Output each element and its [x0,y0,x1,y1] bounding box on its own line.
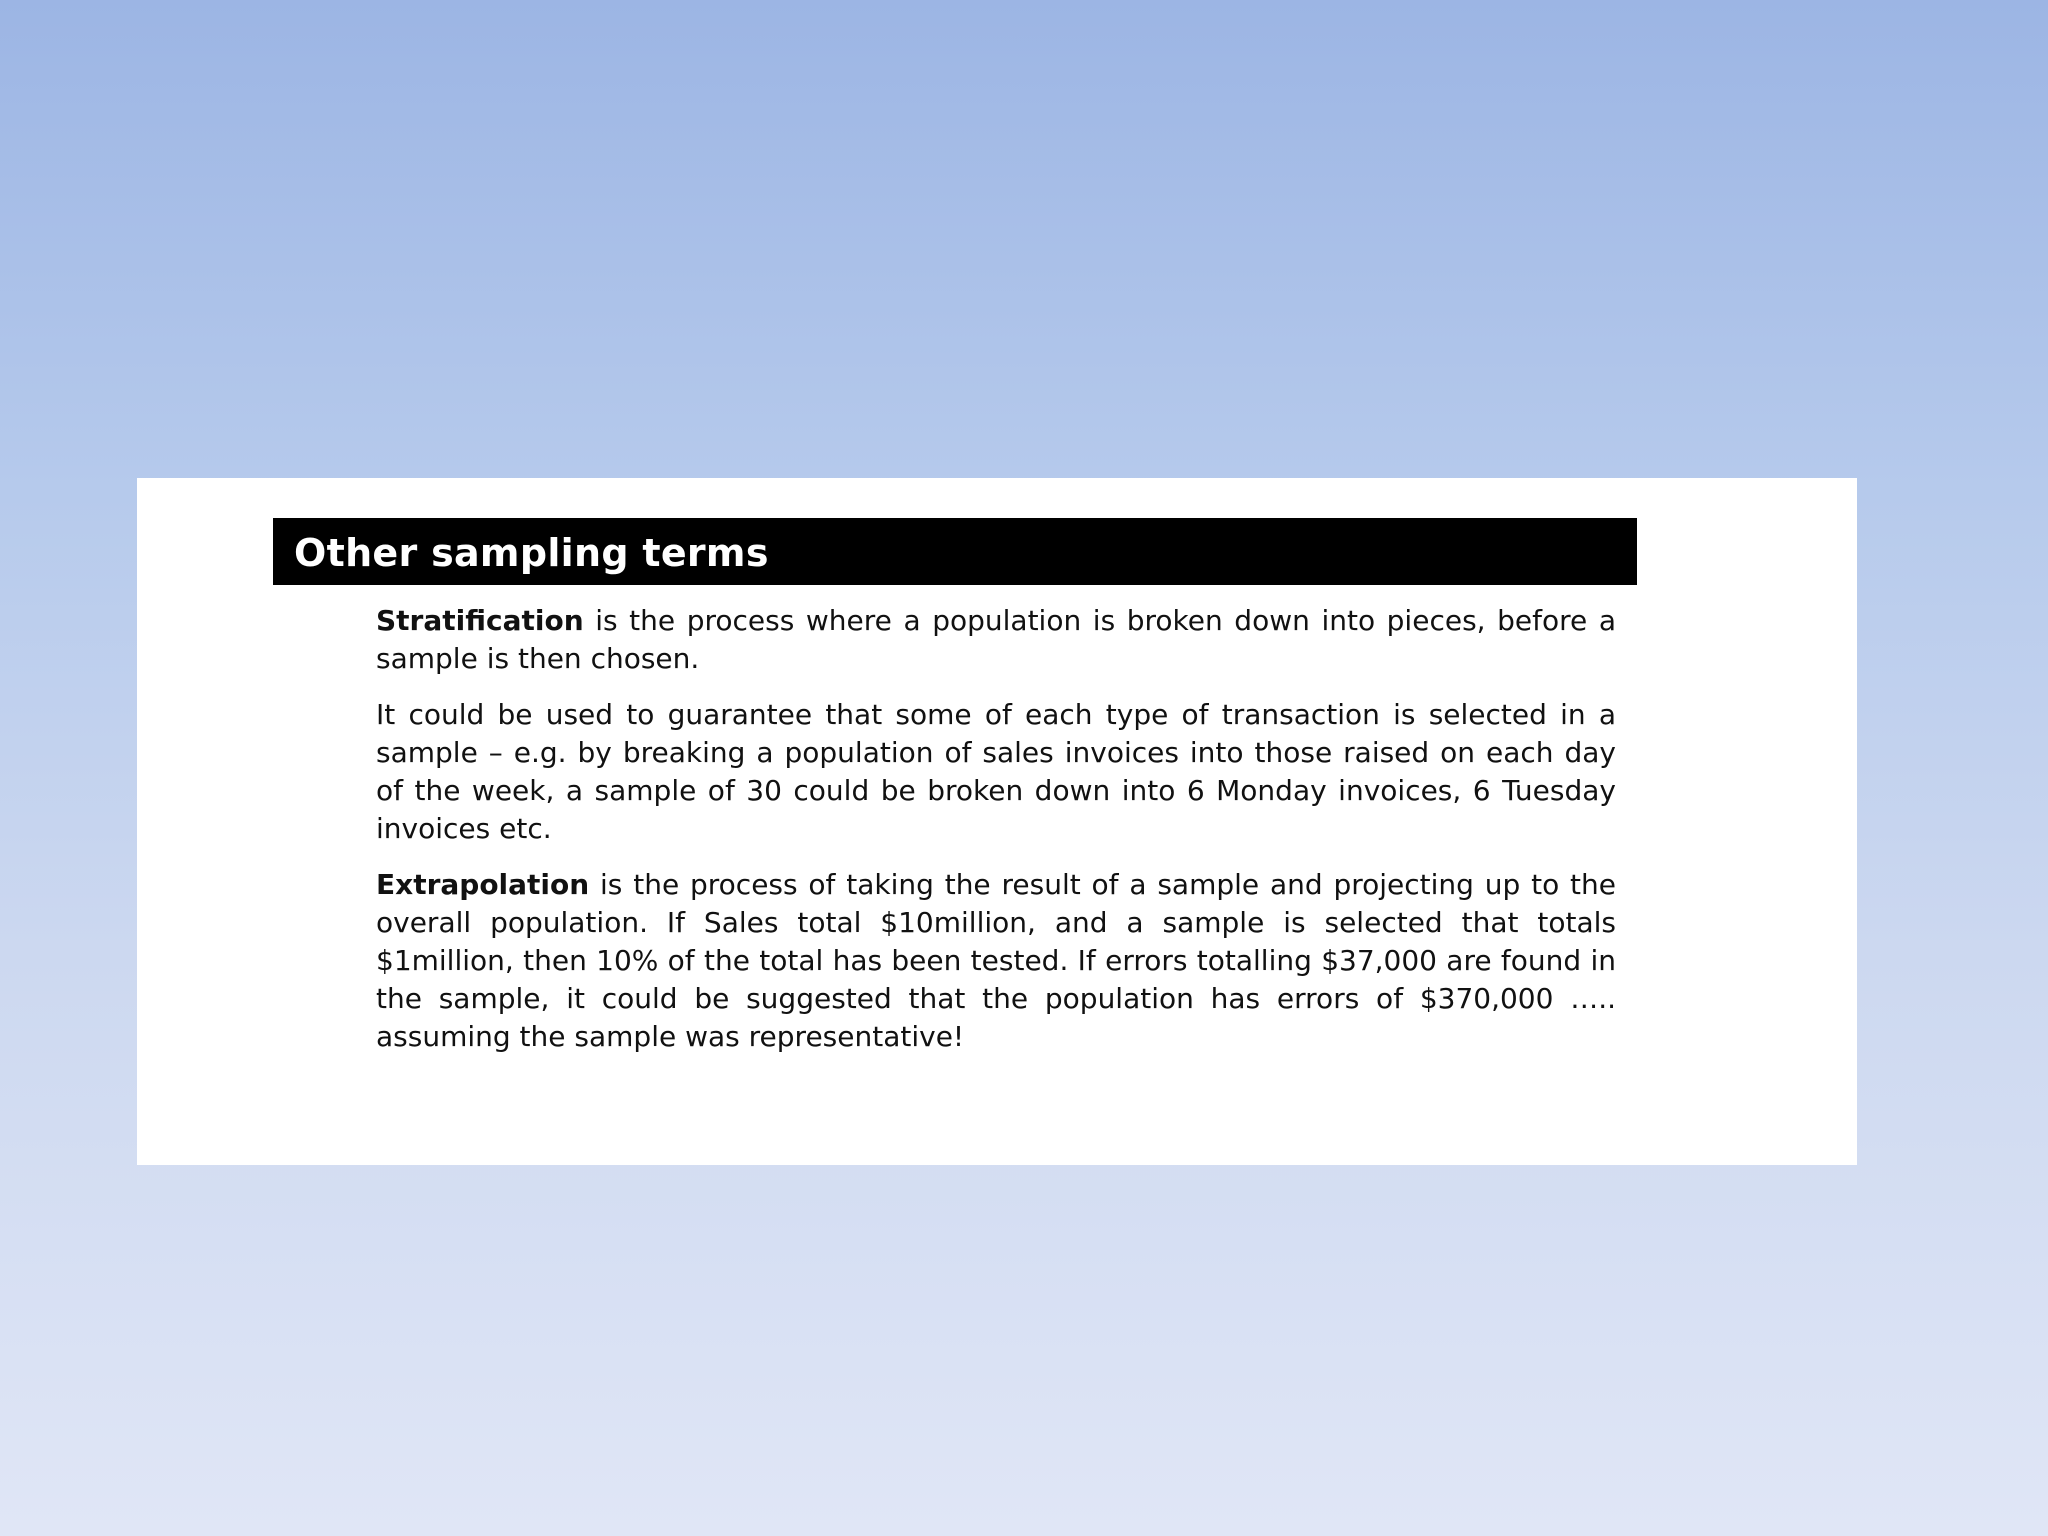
paragraph-stratification-example [376,696,1616,848]
paragraph-stratification-text: is the process where a population is broken down into pieces, before a sample is then chosen. [376,604,1616,675]
paragraph-extrapolation-text: is the process of taking the result of a sample and projecting up to the overall population. If Sales total $10million, and a sample is selected that totals $1million, then 10% of the total has been tested. If errors totalling $37,000 are found in the sample, it could be suggested that the population has errors of $370,000 ….. assuming the sample was representative! [376,868,1616,1053]
heading-bar [273,518,1637,585]
term-stratification: Stratification [376,604,584,637]
body-text [376,602,1616,1074]
paragraph-example-text: It could be used to guarantee that some of each type of transaction is selected in a sample – e.g. by breaking a population of sales invoices into those raised on each day of the week, a sample of 30 could be broken down into 6 Monday invoices, 6 Tuesday invoices etc. [376,698,1616,845]
paragraph-extrapolation [376,866,1616,1056]
term-extrapolation: Extrapolation [376,868,590,901]
slide-heading: Other sampling terms [294,530,769,575]
paragraph-stratification [376,602,1616,678]
content-panel [137,478,1857,1165]
